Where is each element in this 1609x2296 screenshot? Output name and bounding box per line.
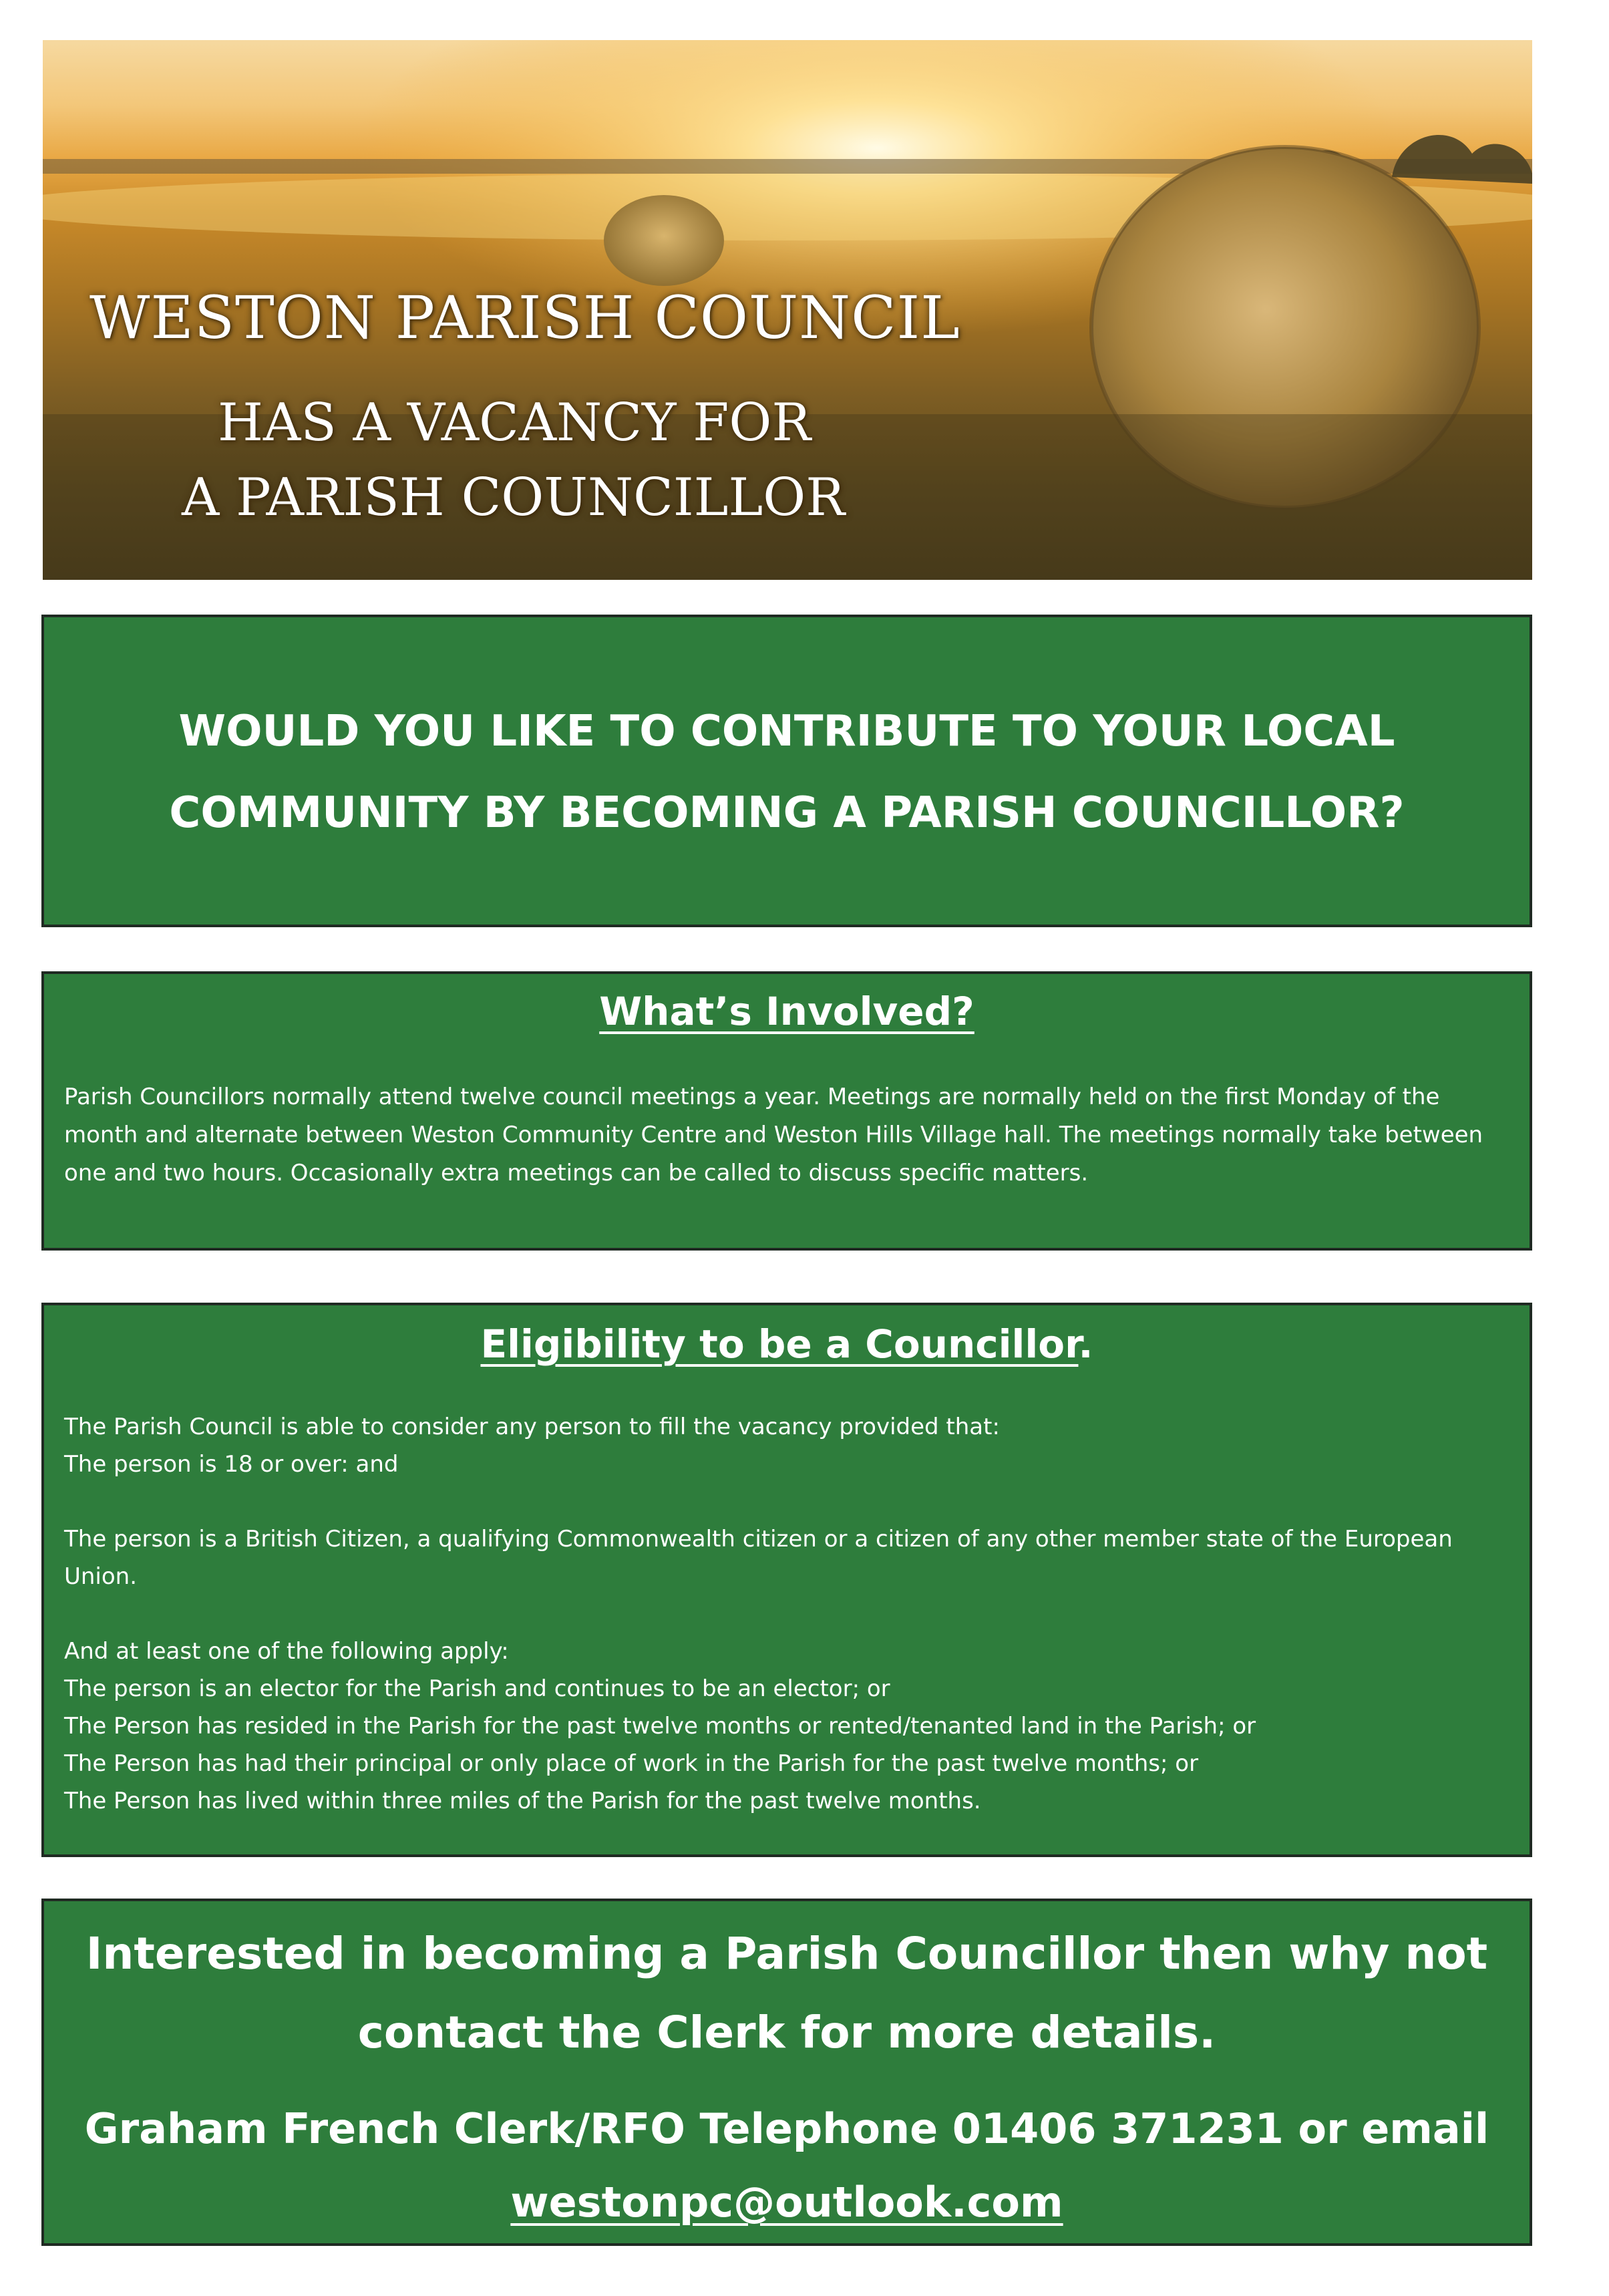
list-item: The person is an elector for the Parish and continues to be an elector; or xyxy=(64,1675,890,1702)
intro-line-2: COMMUNITY BY BECOMING A PARISH COUNCILLOR? xyxy=(169,788,1405,838)
whats-involved-heading: What’s Involved? xyxy=(599,989,974,1034)
hero-banner xyxy=(43,40,1532,580)
email-link[interactable]: westonpc@outlook.com xyxy=(510,2178,1063,2227)
whats-involved-panel xyxy=(41,971,1532,1251)
contact-call-to-action xyxy=(44,1915,1530,2072)
list-item: The Person has lived within three miles of the Parish for the past twelve months. xyxy=(64,1788,981,1814)
whats-involved-text: Parish Councillors normally attend twelve council meetings a year. Meetings are normally held on the first Monday of the month and alternate between Weston Community Centre and Weston Hills Village hall. The meetings normally take between one and two hours. Occasionally extra meetings can be called to discuss specific matters. xyxy=(64,1084,1483,1186)
eligibility-intro-line-1: The Parish Council is able to consider any person to fill the vacancy provided that: xyxy=(64,1414,1000,1440)
council-name: WESTON PARISH COUNCIL xyxy=(90,283,960,352)
eligibility-intro xyxy=(44,1408,1530,1483)
list-item: The Person has resided in the Parish for the past twelve months or rented/tenanted land in the Parish; or xyxy=(64,1713,1256,1740)
clerk-contact-details xyxy=(44,2092,1530,2239)
intro-line-1: WOULD YOU LIKE TO CONTRIBUTE TO YOUR LOCAL xyxy=(178,707,1395,756)
conditions-heading: And at least one of the following apply: xyxy=(64,1638,509,1665)
intro-panel xyxy=(41,615,1532,927)
eligibility-citizenship: The person is a British Citizen, a qualifying Commonwealth citizen or a citizen of any other member state of the European Union. xyxy=(64,1526,1453,1590)
intro-headline xyxy=(44,691,1530,854)
eligibility-conditions xyxy=(44,1633,1530,1820)
eligibility-panel xyxy=(41,1303,1532,1857)
vacancy-line-1: HAS A VACANCY FOR xyxy=(218,393,812,453)
vacancy-line-2: A PARISH COUNCILLOR xyxy=(182,468,845,528)
list-item: The Person has had their principal or only place of work in the Parish for the past twelve months; or xyxy=(64,1750,1199,1777)
clerk-details: Graham French Clerk/RFO Telephone 01406 371231 or email xyxy=(84,2104,1489,2153)
cta-line-1: Interested in becoming a Parish Councillor then why not xyxy=(85,1928,1488,1979)
eligibility-age-requirement: The person is 18 or over: and xyxy=(64,1451,399,1478)
eligibility-heading: Eligibility to be a Councillor. xyxy=(480,1321,1093,1367)
cta-line-2: contact the Clerk for more details. xyxy=(357,2007,1216,2058)
contact-panel xyxy=(41,1899,1532,2246)
